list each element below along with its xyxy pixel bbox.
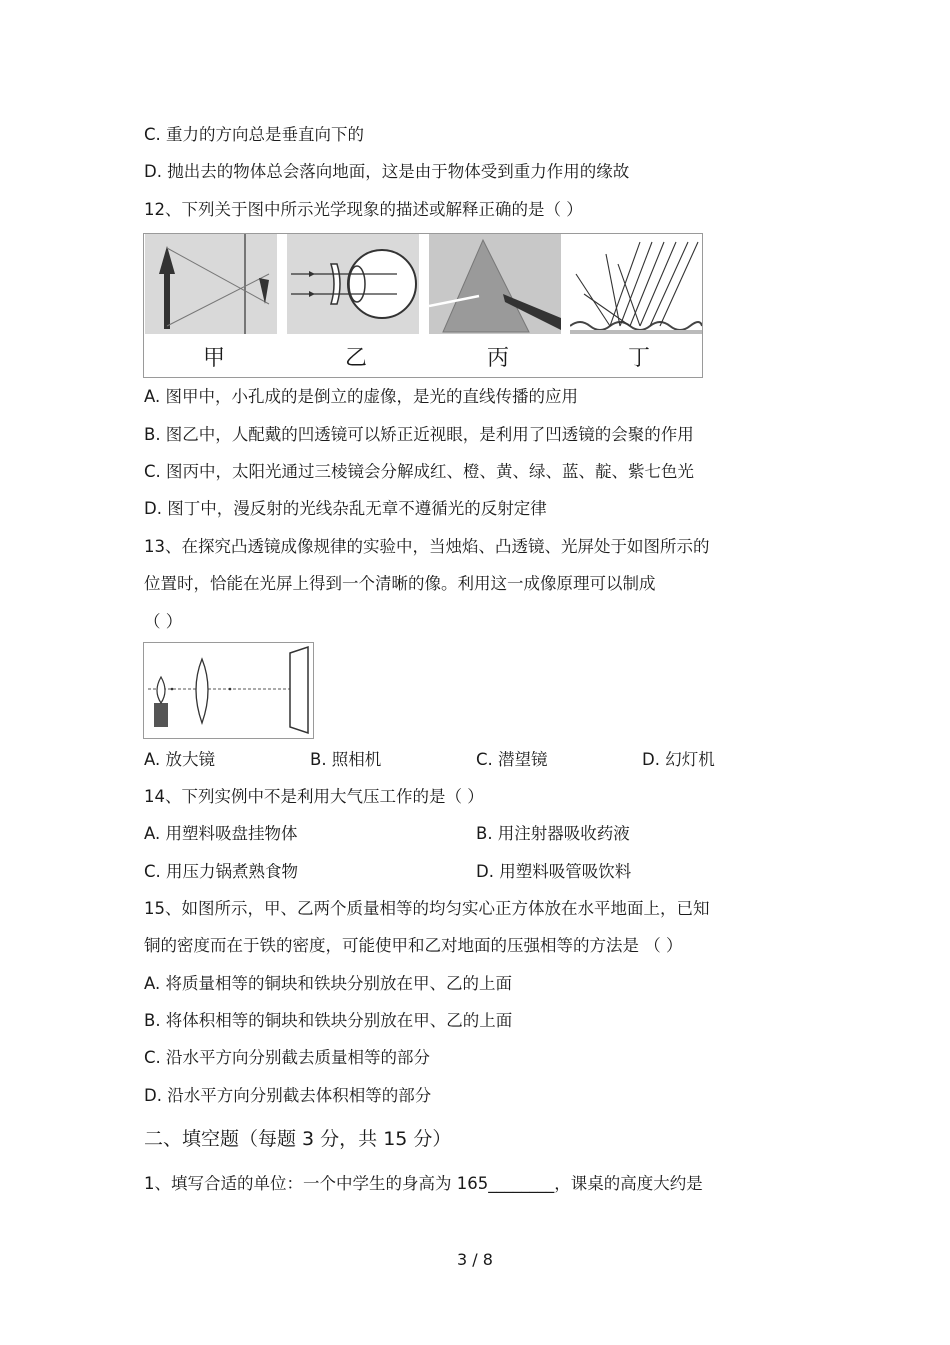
q14-option-b: B. 用注射器吸收药液 — [476, 824, 630, 843]
lens-experiment-figure — [143, 642, 314, 739]
prism-image — [429, 234, 561, 334]
caption-jia: 甲 — [202, 346, 225, 371]
question-15-line1: 15、如图所示，甲、乙两个质量相等的均匀实心正方体放在水平地面上，已知 — [144, 899, 710, 918]
question-12: 12、下列关于图中所示光学现象的描述或解释正确的是（ ） — [144, 200, 583, 219]
q13-option-a: A. 放大镜 — [144, 750, 215, 769]
q12-option-b: B. 图乙中，人配戴的凹透镜可以矫正近视眼，是利用了凹透镜的会聚的作用 — [144, 425, 694, 444]
q14-option-d: D. 用塑料吸管吸饮料 — [476, 862, 632, 881]
eye-lens-image — [287, 234, 419, 334]
q15-option-c: C. 沿水平方向分别截去质量相等的部分 — [144, 1048, 431, 1067]
q15-option-a: A. 将质量相等的铜块和铁块分别放在甲、乙的上面 — [144, 974, 512, 993]
caption-bing: 丙 — [486, 346, 509, 371]
option-d-gravity: D. 抛出去的物体总会落向地面，这是由于物体受到重力作用的缘故 — [144, 162, 630, 181]
question-13-line2: 位置时，恰能在光屏上得到一个清晰的像。利用这一成像原理可以制成 — [144, 574, 656, 593]
option-c-gravity: C. 重力的方向总是垂直向下的 — [144, 125, 365, 144]
q13-option-d: D. 幻灯机 — [642, 750, 715, 769]
fill-question-1: 1、填写合适的单位：一个中学生的身高为 165________，课桌的高度大约是 — [144, 1174, 703, 1193]
optics-figure-12 — [143, 233, 703, 378]
section-heading-fill-blank: 二、填空题（每题 3 分，共 15 分） — [144, 1128, 452, 1150]
question-15-line2: 铜的密度而在于铁的密度，可能使甲和乙对地面的压强相等的方法是 （ ） — [144, 936, 683, 955]
caption-ding: 丁 — [627, 346, 650, 371]
q15-option-b: B. 将体积相等的铜块和铁块分别放在甲、乙的上面 — [144, 1011, 513, 1030]
q14-option-c: C. 用压力锅煮熟食物 — [144, 862, 299, 881]
q12-option-a: A. 图甲中，小孔成的是倒立的虚像，是光的直线传播的应用 — [144, 387, 578, 406]
question-14: 14、下列实例中不是利用大气压工作的是（ ） — [144, 787, 484, 806]
q15-option-d: D. 沿水平方向分别截去体积相等的部分 — [144, 1086, 432, 1105]
q13-option-c: C. 潜望镜 — [476, 750, 548, 769]
q13-option-b: B. 照相机 — [310, 750, 382, 769]
page-number: 3 / 8 — [457, 1250, 493, 1269]
candle-lens-screen-diagram — [144, 643, 313, 738]
q14-option-a: A. 用塑料吸盘挂物体 — [144, 824, 298, 843]
pinhole-image — [145, 234, 277, 334]
question-13-line1: 13、在探究凸透镜成像规律的实验中，当烛焰、凸透镜、光屏处于如图所示的 — [144, 537, 710, 556]
diffuse-reflection-image — [570, 234, 702, 334]
q12-option-c: C. 图丙中，太阳光通过三棱镜会分解成红、橙、黄、绿、蓝、靛、紫七色光 — [144, 462, 695, 481]
question-13-line3: （ ） — [144, 612, 183, 631]
q12-option-d: D. 图丁中，漫反射的光线杂乱无章不遵循光的反射定律 — [144, 499, 547, 518]
caption-yi: 乙 — [344, 346, 367, 371]
